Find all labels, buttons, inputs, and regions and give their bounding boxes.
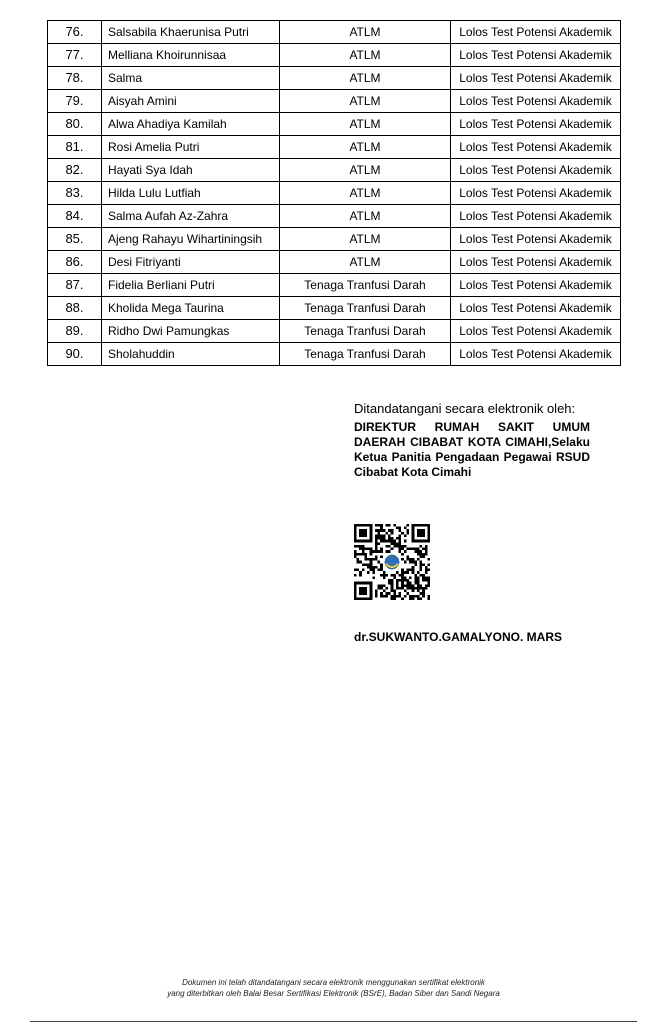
- table-row: [48, 136, 621, 159]
- row-status: Lolos Test Potensi Akademik: [451, 159, 621, 182]
- footer-divider: [30, 1021, 637, 1022]
- row-number: 88.: [48, 297, 102, 320]
- row-name: Aisyah Amini: [102, 90, 280, 113]
- table-row: [48, 343, 621, 366]
- row-number: 89.: [48, 320, 102, 343]
- table-row: [48, 90, 621, 113]
- row-status: Lolos Test Potensi Akademik: [451, 136, 621, 159]
- row-number: 82.: [48, 159, 102, 182]
- table-row: [48, 320, 621, 343]
- row-name: Alwa Ahadiya Kamilah: [102, 113, 280, 136]
- row-position: Tenaga Tranfusi Darah: [280, 343, 451, 366]
- results-table-body: [48, 21, 621, 366]
- footer-line-2: yang diterbitkan oleh Balai Besar Sertifikasi Elektronik (BSrE), Badan Siber dan Sandi Negara: [167, 989, 500, 998]
- row-name: Hilda Lulu Lutfiah: [102, 182, 280, 205]
- row-number: 78.: [48, 67, 102, 90]
- row-number: 81.: [48, 136, 102, 159]
- signature-block: [354, 401, 590, 480]
- row-position: ATLM: [280, 136, 451, 159]
- footer-line-1: Dokumen ini telah ditandatangani secara elektronik menggunakan sertifikat elektronik: [182, 978, 485, 987]
- results-table: [47, 20, 621, 366]
- row-status: Lolos Test Potensi Akademik: [451, 21, 621, 44]
- row-position: Tenaga Tranfusi Darah: [280, 320, 451, 343]
- row-number: 83.: [48, 182, 102, 205]
- table-row: [48, 159, 621, 182]
- row-position: Tenaga Tranfusi Darah: [280, 274, 451, 297]
- row-number: 86.: [48, 251, 102, 274]
- row-name: Salma: [102, 67, 280, 90]
- table-row: [48, 228, 621, 251]
- table-row: [48, 21, 621, 44]
- qr-code-icon: [354, 524, 430, 600]
- row-name: Ajeng Rahayu Wihartiningsih: [102, 228, 280, 251]
- row-name: Sholahuddin: [102, 343, 280, 366]
- row-name: Salsabila Khaerunisa Putri: [102, 21, 280, 44]
- table-row: [48, 274, 621, 297]
- row-name: Fidelia Berliani Putri: [102, 274, 280, 297]
- row-status: Lolos Test Potensi Akademik: [451, 205, 621, 228]
- row-position: ATLM: [280, 21, 451, 44]
- row-status: Lolos Test Potensi Akademik: [451, 228, 621, 251]
- row-name: Kholida Mega Taurina: [102, 297, 280, 320]
- row-position: ATLM: [280, 159, 451, 182]
- table-row: [48, 251, 621, 274]
- row-name: Melliana Khoirunnisaa: [102, 44, 280, 67]
- row-name: Ridho Dwi Pamungkas: [102, 320, 280, 343]
- footer-note: [0, 977, 667, 999]
- table-row: [48, 67, 621, 90]
- row-name: Salma Aufah Az-Zahra: [102, 205, 280, 228]
- row-number: 90.: [48, 343, 102, 366]
- row-number: 80.: [48, 113, 102, 136]
- row-position: ATLM: [280, 67, 451, 90]
- signer-name: dr.SUKWANTO.GAMALYONO. MARS: [354, 630, 563, 644]
- row-status: Lolos Test Potensi Akademik: [451, 113, 621, 136]
- row-number: 79.: [48, 90, 102, 113]
- row-position: ATLM: [280, 90, 451, 113]
- row-position: ATLM: [280, 251, 451, 274]
- table-row: [48, 297, 621, 320]
- row-position: ATLM: [280, 205, 451, 228]
- row-status: Lolos Test Potensi Akademik: [451, 297, 621, 320]
- row-number: 85.: [48, 228, 102, 251]
- row-name: Rosi Amelia Putri: [102, 136, 280, 159]
- row-position: ATLM: [280, 44, 451, 67]
- row-status: Lolos Test Potensi Akademik: [451, 182, 621, 205]
- table-row: [48, 44, 621, 67]
- row-position: Tenaga Tranfusi Darah: [280, 297, 451, 320]
- table-row: [48, 182, 621, 205]
- signature-intro: Ditandatangani secara elektronik oleh:: [354, 401, 576, 416]
- row-position: ATLM: [280, 228, 451, 251]
- signer-title: DIREKTUR RUMAH SAKIT UMUM DAERAH CIBABAT KOTA CIMAHI,Selaku Ketua Panitia Pengadaan Pegawai RSUD Cibabat Kota Cimahi: [354, 420, 590, 479]
- row-status: Lolos Test Potensi Akademik: [451, 44, 621, 67]
- row-number: 84.: [48, 205, 102, 228]
- row-position: ATLM: [280, 113, 451, 136]
- table-row: [48, 205, 621, 228]
- row-status: Lolos Test Potensi Akademik: [451, 343, 621, 366]
- row-number: 77.: [48, 44, 102, 67]
- row-name: Hayati Sya Idah: [102, 159, 280, 182]
- table-row: [48, 113, 621, 136]
- row-name: Desi Fitriyanti: [102, 251, 280, 274]
- row-status: Lolos Test Potensi Akademik: [451, 274, 621, 297]
- row-status: Lolos Test Potensi Akademik: [451, 251, 621, 274]
- row-status: Lolos Test Potensi Akademik: [451, 67, 621, 90]
- row-number: 87.: [48, 274, 102, 297]
- row-status: Lolos Test Potensi Akademik: [451, 90, 621, 113]
- row-position: ATLM: [280, 182, 451, 205]
- row-status: Lolos Test Potensi Akademik: [451, 320, 621, 343]
- row-number: 76.: [48, 21, 102, 44]
